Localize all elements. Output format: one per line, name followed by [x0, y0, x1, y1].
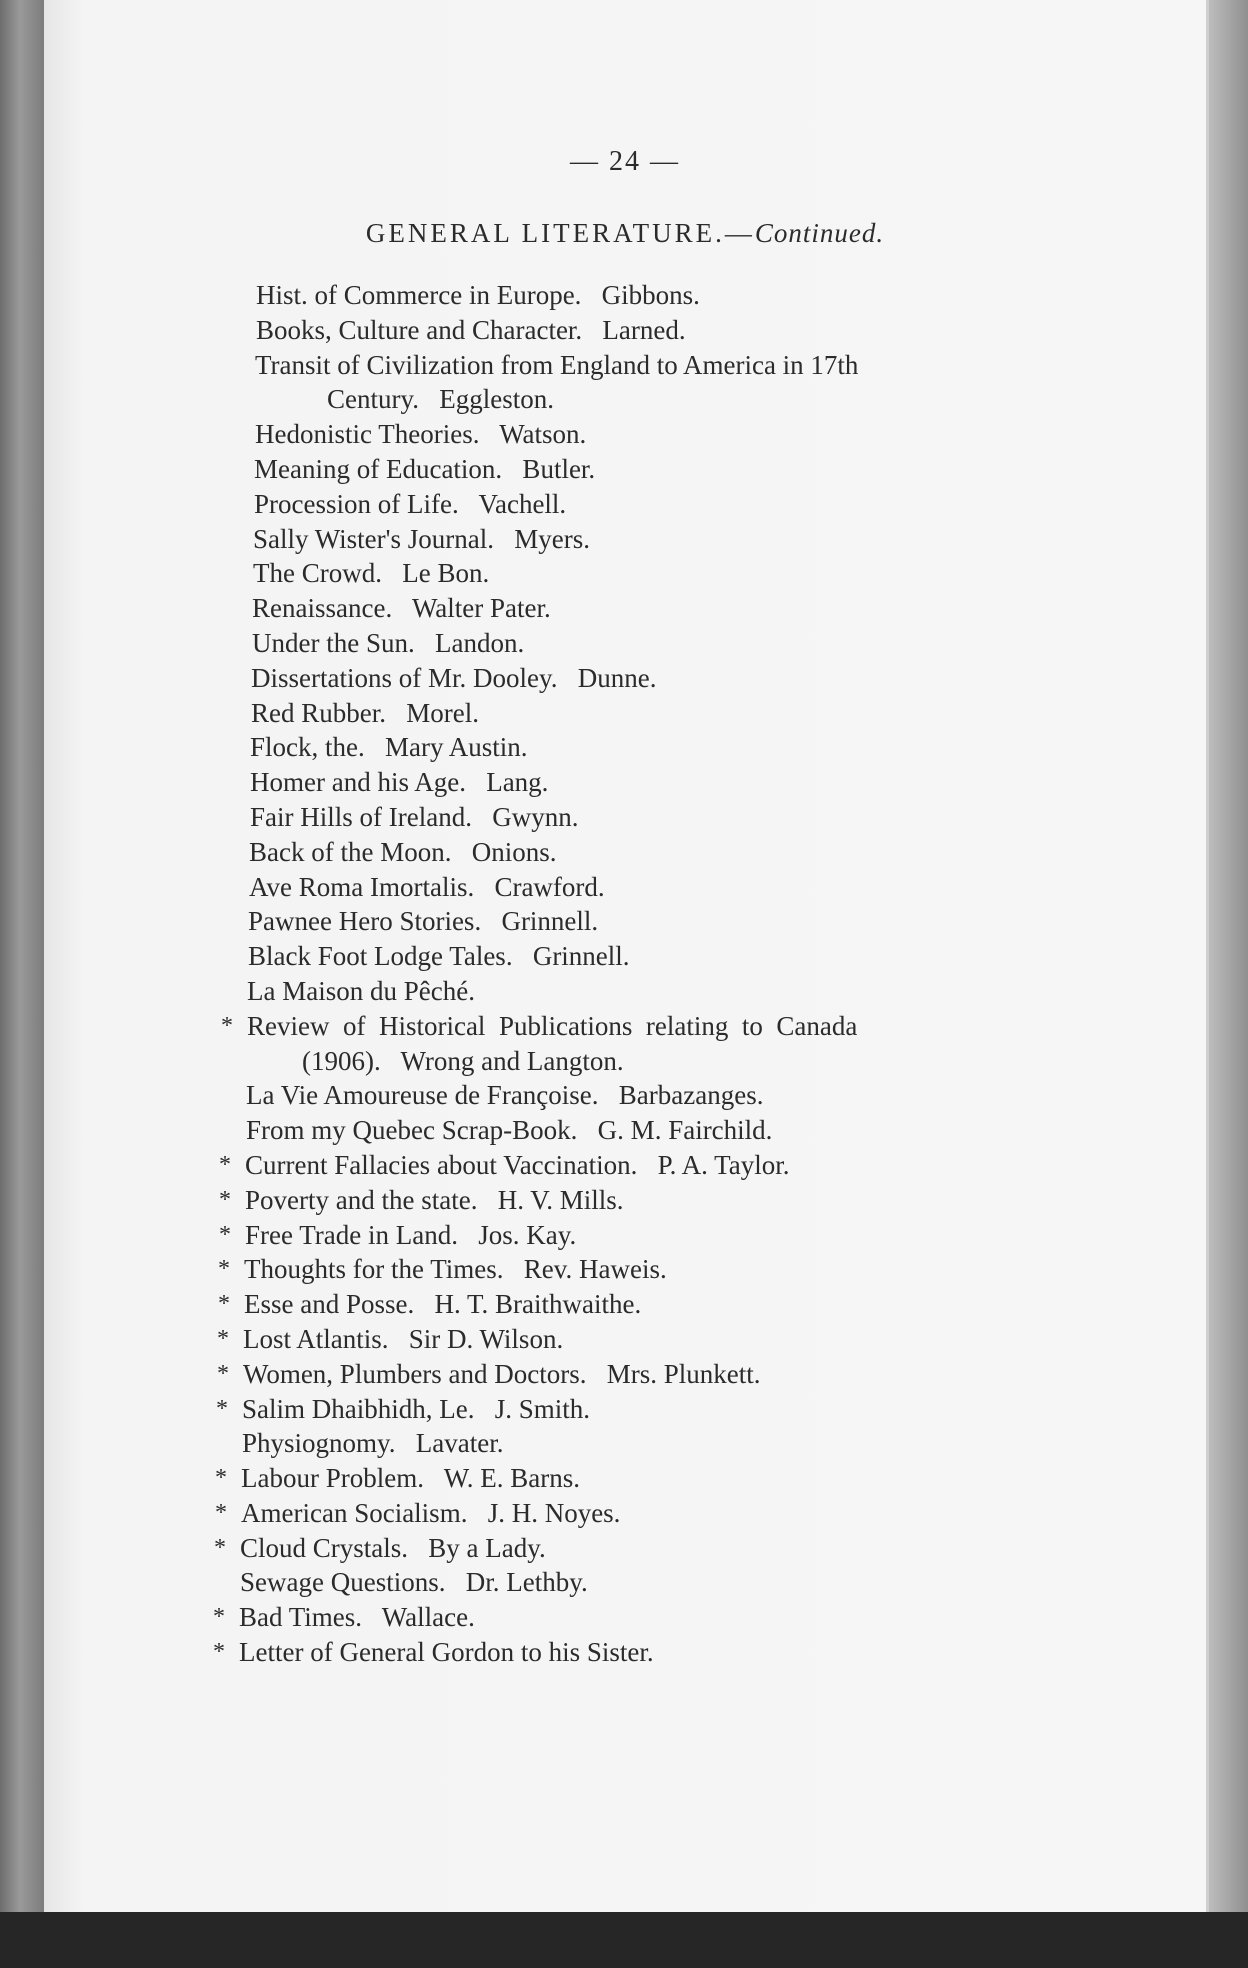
list-item: [44, 870, 1206, 905]
list-item: [44, 591, 1206, 626]
entry-text: Red Rubber. Morel.: [251, 697, 479, 728]
section-title: GENERAL LITERATURE.—: [365, 218, 755, 248]
list-item: [44, 1565, 1206, 1600]
asterisk-marker: *: [219, 1151, 231, 1178]
list-item: [44, 487, 1206, 522]
list-item: [44, 1148, 1206, 1183]
list-item: [44, 1392, 1206, 1427]
asterisk-marker: *: [213, 1639, 225, 1666]
list-item: [44, 348, 1206, 418]
entry-text: Esse and Posse. H. T. Braithwaithe.: [244, 1289, 642, 1320]
asterisk-marker: *: [221, 1012, 233, 1039]
entry-text: From my Quebec Scrap-Book. G. M. Fairchild.: [246, 1115, 773, 1146]
entry-text: Transit of Civilization from England to America in 17th: [255, 349, 859, 380]
entry-text: Under the Sun. Landon.: [252, 627, 525, 658]
asterisk-marker: *: [216, 1395, 228, 1422]
entry-text: Letter of General Gordon to his Sister.: [239, 1637, 654, 1668]
list-item: [44, 1357, 1206, 1392]
list-item: [44, 1426, 1206, 1461]
asterisk-marker: *: [214, 1534, 226, 1561]
section-heading: [44, 218, 1206, 249]
asterisk-marker: *: [219, 1221, 231, 1248]
list-item: [44, 1496, 1206, 1531]
list-item: [44, 1461, 1206, 1496]
asterisk-marker: *: [215, 1465, 227, 1492]
list-item: [44, 313, 1206, 348]
book-binding: [0, 0, 44, 1968]
list-item: [44, 800, 1206, 835]
list-item: [44, 730, 1206, 765]
list-item: [44, 522, 1206, 557]
list-item: [44, 1635, 1206, 1670]
entry-text: Books, Culture and Character. Larned.: [256, 314, 686, 345]
entry-text: Hedonistic Theories. Watson.: [255, 419, 587, 450]
asterisk-marker: *: [218, 1256, 230, 1283]
list-item: [44, 1252, 1206, 1287]
list-item: [44, 417, 1206, 452]
entry-text: Free Trade in Land. Jos. Kay.: [245, 1219, 577, 1250]
asterisk-marker: *: [219, 1186, 231, 1213]
entry-text: Flock, the. Mary Austin.: [250, 732, 528, 763]
entry-text: Salim Dhaibhidh, Le. J. Smith.: [242, 1393, 590, 1424]
entry-text: Ave Roma Imortalis. Crawford.: [249, 871, 605, 902]
list-item: [44, 1287, 1206, 1322]
entry-text: Poverty and the state. H. V. Mills.: [245, 1184, 624, 1215]
scan-bottom-border: [0, 1912, 1248, 1968]
section-continued: Continued.: [754, 218, 885, 248]
entry-text: La Vie Amoureuse de Françoise. Barbazanges.: [246, 1080, 764, 1111]
entry-text-continuation: Century. Eggleston.: [327, 384, 554, 415]
list-item: [44, 974, 1206, 1009]
page-content: [44, 0, 1206, 1912]
asterisk-marker: *: [217, 1360, 229, 1387]
list-item: [44, 835, 1206, 870]
entry-text: American Socialism. J. H. Noyes.: [241, 1497, 621, 1528]
page-number: — 24 —: [570, 146, 680, 177]
entry-text: Hist. of Commerce in Europe. Gibbons.: [256, 280, 700, 310]
entry-text: Dissertations of Mr. Dooley. Dunne.: [251, 662, 657, 693]
entry-text: The Crowd. Le Bon.: [253, 558, 490, 589]
entry-text: La Maison du Pêché.: [247, 975, 475, 1006]
asterisk-marker: *: [215, 1499, 227, 1526]
list-item: [44, 696, 1206, 731]
list-item: [44, 452, 1206, 487]
entry-text: Fair Hills of Ireland. Gwynn.: [250, 801, 579, 832]
entry-text: Sally Wister's Journal. Myers.: [253, 523, 590, 554]
list-item: [44, 626, 1206, 661]
list-item: [44, 904, 1206, 939]
list-item: [44, 1113, 1206, 1148]
book-list: [44, 278, 1206, 1670]
asterisk-marker: *: [218, 1291, 230, 1318]
entry-text: Meaning of Education. Butler.: [254, 453, 596, 484]
entry-text-continuation: (1906). Wrong and Langton.: [302, 1045, 624, 1076]
list-item: [44, 661, 1206, 696]
entry-text: Cloud Crystals. By a Lady.: [240, 1532, 546, 1563]
entry-text: Sewage Questions. Dr. Lethby.: [240, 1567, 588, 1598]
entry-text: Black Foot Lodge Tales. Grinnell.: [248, 941, 630, 972]
list-item: [44, 1183, 1206, 1218]
list-item: [44, 1600, 1206, 1635]
entry-text: Thoughts for the Times. Rev. Haweis.: [244, 1254, 667, 1285]
entry-text: Physiognomy. Lavater.: [242, 1428, 504, 1459]
entry-text: Lost Atlantis. Sir D. Wilson.: [243, 1323, 564, 1354]
entry-text: Women, Plumbers and Doctors. Mrs. Plunkett.: [243, 1358, 761, 1389]
entry-text: Pawnee Hero Stories. Grinnell.: [248, 906, 599, 937]
page-edge-right: [1209, 0, 1248, 1912]
list-item: [44, 1009, 1206, 1079]
list-item: [44, 765, 1206, 800]
asterisk-marker: *: [213, 1604, 225, 1631]
entry-text: Labour Problem. W. E. Barns.: [241, 1463, 580, 1494]
entry-text: Procession of Life. Vachell.: [254, 488, 567, 519]
list-item: [44, 1078, 1206, 1113]
list-item: [44, 1218, 1206, 1253]
entry-text: Review of Historical Publications relating to Canada: [247, 1010, 858, 1041]
list-item: [44, 1531, 1206, 1566]
list-item: [44, 939, 1206, 974]
list-item: [44, 556, 1206, 591]
entry-text: Current Fallacies about Vaccination. P. A. Taylor.: [245, 1149, 790, 1180]
asterisk-marker: *: [217, 1325, 229, 1352]
list-item: [44, 1322, 1206, 1357]
entry-text: Back of the Moon. Onions.: [249, 836, 557, 867]
entry-text: Renaissance. Walter Pater.: [252, 593, 551, 624]
book-page: [44, 0, 1209, 1912]
entry-text: Homer and his Age. Lang.: [250, 767, 549, 798]
list-item: [44, 278, 1206, 313]
entry-text: Bad Times. Wallace.: [239, 1602, 475, 1633]
